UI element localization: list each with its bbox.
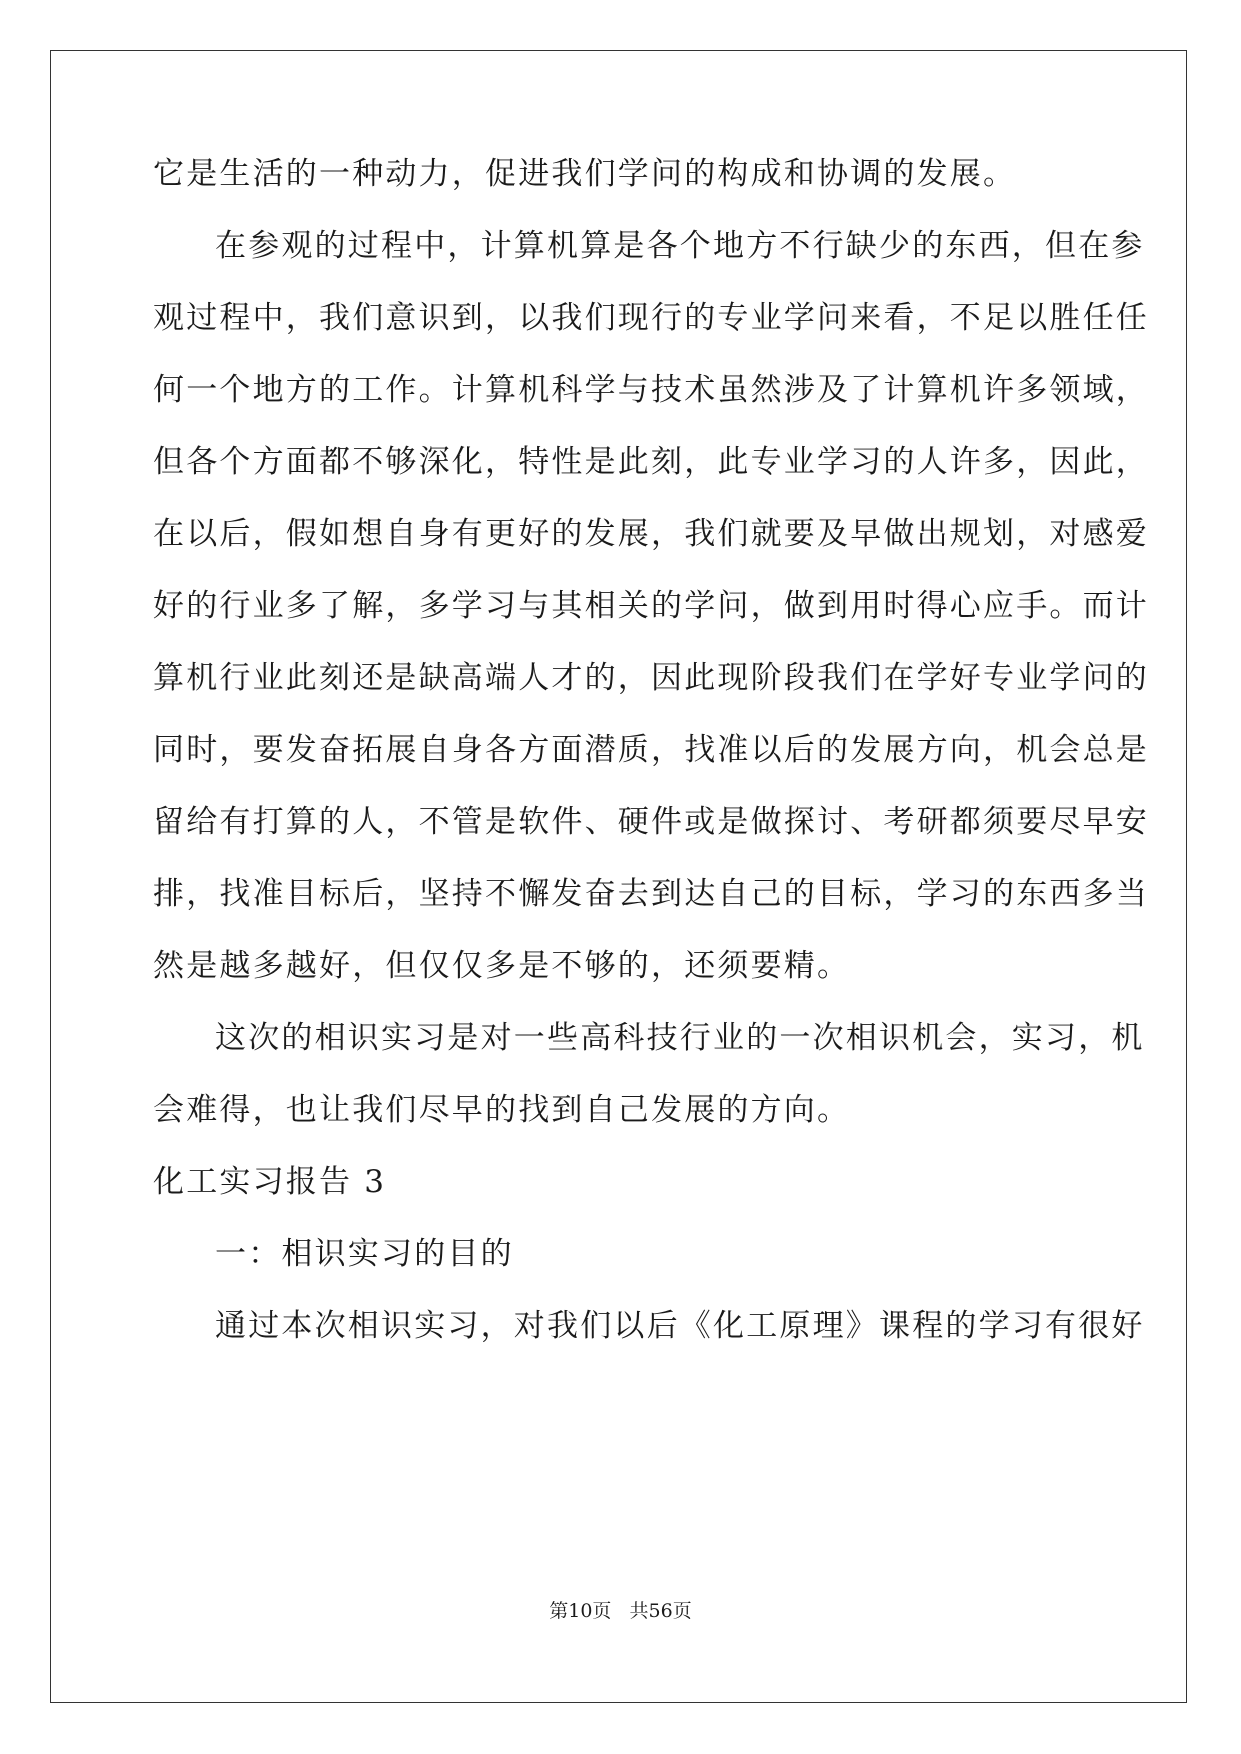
text-line: 排，找准目标后，坚持不懈发奋去到达自己的目标，学习的东西多当: [153, 876, 1149, 912]
text-line: 它是生活的一种动力，促进我们学问的构成和协调的发展。: [153, 156, 1017, 192]
text-line: 算机行业此刻还是缺高端人才的，因此现阶段我们在学好专业学问的: [153, 660, 1149, 696]
text-line: 观过程中，我们意识到，以我们现行的专业学问来看，不足以胜任任: [153, 300, 1149, 336]
subsection-heading: 一：相识实习的目的: [215, 1236, 514, 1272]
paragraph-start-line: 通过本次相识实习，对我们以后《化工原理》课程的学习有很好: [215, 1308, 1145, 1344]
text-line: 同时，要发奋拓展自身各方面潜质，找准以后的发展方向，机会总是: [153, 732, 1149, 768]
section-heading: 化工实习报告 3: [153, 1164, 387, 1200]
text-line: 何一个地方的工作。计算机科学与技术虽然涉及了计算机许多领域，: [153, 372, 1149, 408]
text-line: 会难得，也让我们尽早的找到自己发展的方向。: [153, 1092, 851, 1128]
text-line: 好的行业多了解，多学习与其相关的学问，做到用时得心应手。而计: [153, 588, 1149, 624]
paragraph-start-line: 在参观的过程中，计算机算是各个地方不行缺少的东西，但在参: [215, 228, 1145, 264]
paragraph-start-line: 这次的相识实习是对一些高科技行业的一次相识机会，实习，机: [215, 1020, 1145, 1056]
text-line: 留给有打算的人，不管是软件、硬件或是做探讨、考研都须要尽早安: [153, 804, 1149, 840]
text-line: 然是越多越好，但仅仅多是不够的，还须要精。: [153, 948, 851, 984]
text-line: 但各个方面都不够深化，特性是此刻，此专业学习的人许多，因此，: [153, 444, 1149, 480]
text-line: 在以后，假如想自身有更好的发展，我们就要及早做出规划，对感爱: [153, 516, 1149, 552]
page-number: 第10页 共56页: [549, 1600, 692, 1622]
